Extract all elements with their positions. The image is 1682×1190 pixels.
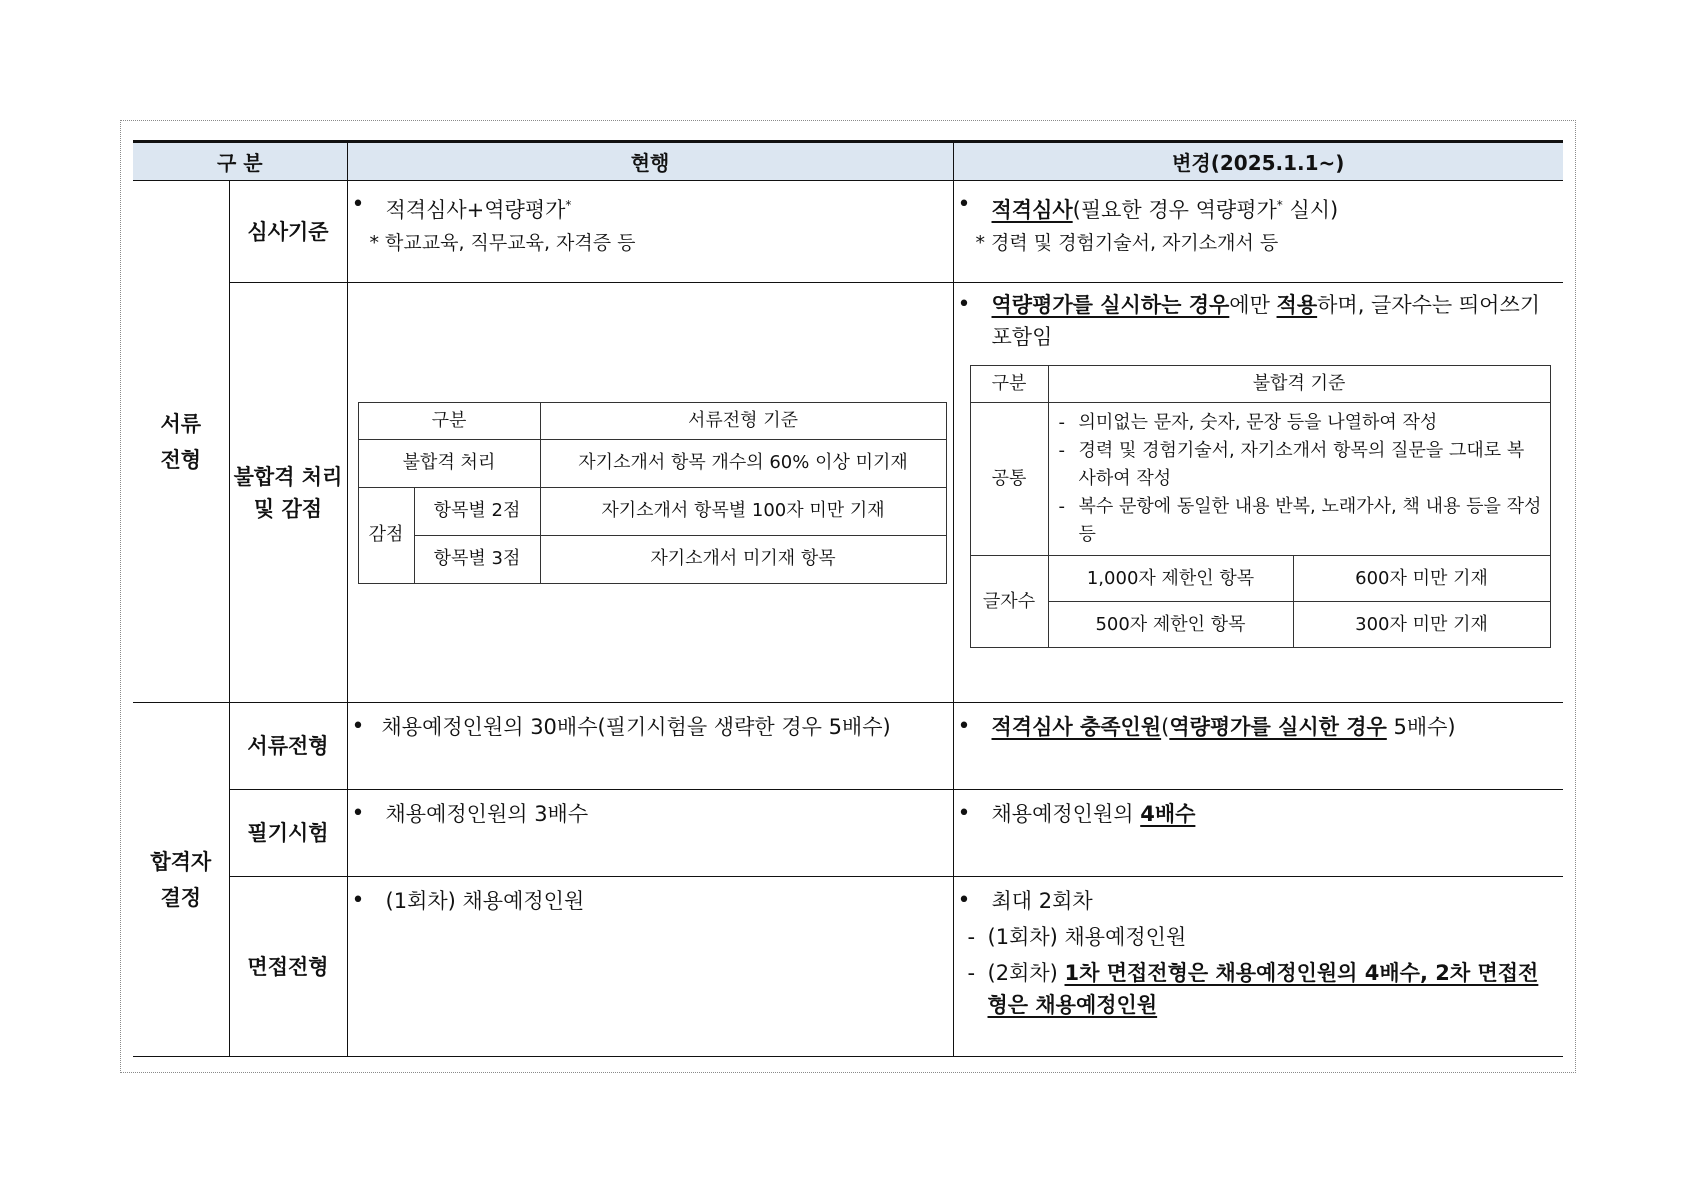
footnote: * 학교교육, 직무교육, 자격증 등 <box>369 232 636 254</box>
bullet-item: • 적격심사 충족인원(역량평가를 실시한 경우 5배수) <box>954 711 1564 743</box>
current-document-pass <box>347 703 953 790</box>
dash-item: - 의미없는 문자, 숫자, 문장 등을 나열하여 작성 <box>1058 412 1438 433</box>
section-pass-decision: 합격자 결정 <box>133 703 229 1057</box>
bullet-item: • 최대 2회차 <box>954 885 1564 917</box>
sub-header: 구분 <box>970 366 1048 403</box>
row-document-pass <box>133 703 1563 790</box>
header-changed: 변경(2025.1.1~) <box>953 142 1563 181</box>
sub-header: 서류전형 기준 <box>540 402 946 439</box>
sub-header: 구분 <box>358 402 540 439</box>
row-fail-deduction <box>133 283 1563 703</box>
current-written-test <box>347 790 953 877</box>
sub-cell: 불합격 처리 <box>358 439 540 487</box>
label-fail-deduction: 불합격 처리 및 감점 <box>229 283 347 703</box>
header-current: 현행 <box>347 142 953 181</box>
sub-cell: 1,000자 제한인 항목 <box>1048 556 1293 602</box>
current-deduction-table <box>358 402 947 584</box>
sub-cell: 항목별 2점 <box>414 487 540 535</box>
label-written-test: 필기시험 <box>229 790 347 877</box>
comparison-table <box>133 140 1563 1057</box>
changed-written-test <box>953 790 1563 877</box>
footnote: * 경력 및 경험기술서, 자기소개서 등 <box>975 232 1279 254</box>
dash-item: - (1회차) 채용예정인원 <box>967 925 1187 949</box>
changed-interview <box>953 877 1563 1057</box>
sub-cell: 300자 미만 기재 <box>1293 602 1550 648</box>
dash-item: - 경력 및 경험기술서, 자기소개서 항목의 질문을 그대로 복사하여 작성 <box>1058 440 1525 489</box>
row-interview <box>133 877 1563 1057</box>
sub-cell: 항목별 3점 <box>414 535 540 583</box>
changed-document-pass <box>953 703 1563 790</box>
bullet-item: • 채용예정인원의 3배수 <box>348 798 953 830</box>
bullet-item: • 적격심사+역량평가* <box>348 189 953 226</box>
header-row <box>133 142 1563 181</box>
bullet-item: • 적격심사(필요한 경우 역량평가* 실시) <box>954 189 1564 226</box>
sub-cell: 자기소개서 항목 개수의 60% 이상 미기재 <box>540 439 946 487</box>
current-interview <box>347 877 953 1057</box>
bullet-item: • 채용예정인원의 30배수(필기시험을 생략한 경우 5배수) <box>348 711 953 743</box>
label-document-pass: 서류전형 <box>229 703 347 790</box>
changed-fail-table <box>970 365 1551 648</box>
label-interview: 면접전형 <box>229 877 347 1057</box>
changed-fail-deduction <box>953 283 1563 703</box>
current-fail-deduction <box>347 283 953 703</box>
changed-screening-criteria <box>953 181 1563 283</box>
row-written-test <box>133 790 1563 877</box>
sub-cell: 자기소개서 항목별 100자 미만 기재 <box>540 487 946 535</box>
common-items <box>1048 403 1550 556</box>
header-category: 구 분 <box>133 142 347 181</box>
label-screening-criteria: 심사기준 <box>229 181 347 283</box>
bullet-item: • (1회차) 채용예정인원 <box>348 885 953 917</box>
dash-item: - 복수 문항에 동일한 내용 반복, 노래가사, 책 내용 등을 작성 등 <box>1058 496 1542 545</box>
row-screening-criteria <box>133 181 1563 283</box>
sub-cell: 600자 미만 기재 <box>1293 556 1550 602</box>
bullet-item: • 역량평가를 실시하는 경우에만 적용하며, 글자수는 띄어쓰기 포함임 <box>954 289 1564 353</box>
section-document-screening: 서류 전형 <box>133 181 229 703</box>
sub-header: 불합격 기준 <box>1048 366 1550 403</box>
current-screening-criteria <box>347 181 953 283</box>
sub-cell: 자기소개서 미기재 항목 <box>540 535 946 583</box>
sub-cell: 500자 제한인 항목 <box>1048 602 1293 648</box>
bullet-item: • 채용예정인원의 4배수 <box>954 798 1564 830</box>
sub-cell: 글자수 <box>970 556 1048 648</box>
dash-item: - (2회차) 1차 면접전형은 채용예정인원의 4배수, 2차 면접전형은 채용예정인원 <box>967 961 1539 1017</box>
sub-cell: 공통 <box>970 403 1048 556</box>
sub-cell: 감점 <box>358 487 414 583</box>
